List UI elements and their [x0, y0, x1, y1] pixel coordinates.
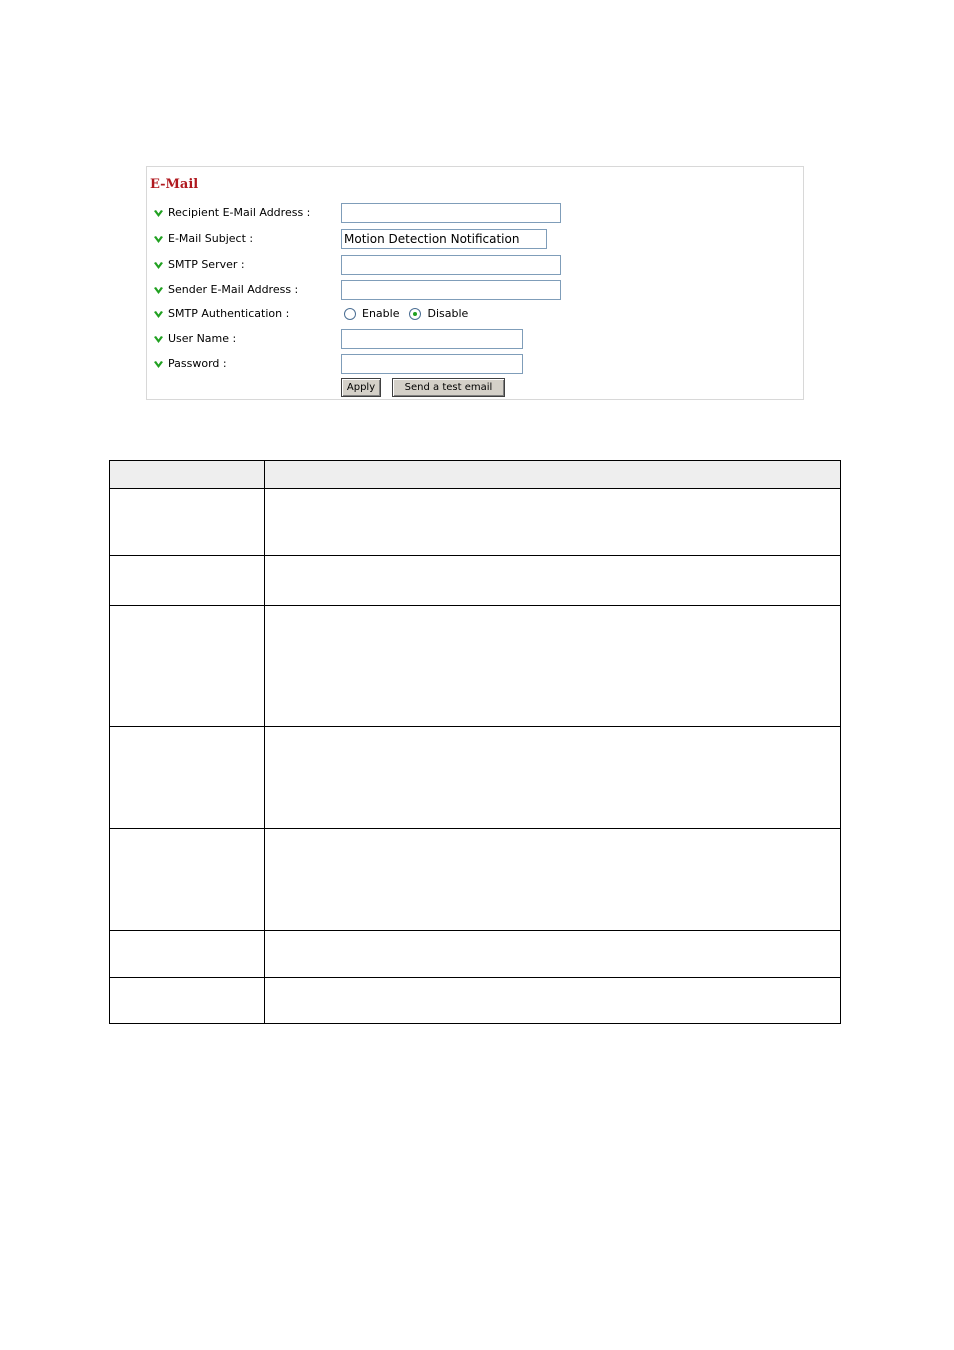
subject-label: E-Mail Subject :	[168, 232, 254, 245]
recipient-email-input[interactable]	[341, 203, 561, 223]
table-row	[110, 829, 841, 931]
bullet-icon	[154, 311, 163, 319]
table-cell	[265, 978, 841, 1024]
table-cell	[110, 489, 265, 556]
sender-email-input[interactable]	[341, 280, 561, 300]
table-cell	[265, 727, 841, 829]
panel-title: E-Mail	[150, 177, 199, 192]
sender-label: Sender E-Mail Address :	[168, 283, 299, 296]
email-settings-panel	[146, 166, 804, 400]
username-label: User Name :	[168, 332, 237, 345]
table-header-cell	[110, 461, 265, 489]
table-header-row	[110, 461, 841, 489]
smtp-server-label: SMTP Server :	[168, 258, 245, 271]
table-cell	[110, 829, 265, 931]
smtp-server-row	[147, 255, 803, 277]
table-cell	[265, 829, 841, 931]
table-cell	[110, 606, 265, 727]
email-subject-input[interactable]	[341, 229, 547, 249]
bullet-icon	[154, 361, 163, 369]
table-header-cell	[265, 461, 841, 489]
disable-label: Disable	[427, 307, 469, 320]
table-row	[110, 727, 841, 829]
bullet-icon	[154, 336, 163, 344]
button-row	[147, 378, 803, 400]
table-cell	[110, 978, 265, 1024]
enable-label: Enable	[362, 307, 400, 320]
smtp-server-input[interactable]	[341, 255, 561, 275]
table-cell	[265, 606, 841, 727]
table-row	[110, 606, 841, 727]
bullet-icon	[154, 210, 163, 218]
apply-button[interactable]: Apply	[341, 378, 381, 397]
send-test-email-button[interactable]: Send a test email	[392, 378, 505, 397]
smtp-auth-disable-radio[interactable]	[409, 308, 421, 320]
bullet-icon	[154, 287, 163, 295]
table-row	[110, 489, 841, 556]
recipient-row	[147, 203, 803, 225]
smtp-auth-row	[147, 306, 803, 328]
password-input[interactable]	[341, 354, 523, 374]
bullet-icon	[154, 236, 163, 244]
table-cell	[265, 489, 841, 556]
username-input[interactable]	[341, 329, 523, 349]
subject-row	[147, 229, 803, 251]
sender-row	[147, 280, 803, 302]
table-row	[110, 556, 841, 606]
description-table	[109, 460, 841, 1024]
table-cell	[265, 931, 841, 978]
table-cell	[110, 556, 265, 606]
password-row	[147, 354, 803, 376]
recipient-label: Recipient E-Mail Address :	[168, 206, 311, 219]
table-row	[110, 931, 841, 978]
table-cell	[265, 556, 841, 606]
table-cell	[110, 931, 265, 978]
bullet-icon	[154, 262, 163, 270]
table-row	[110, 978, 841, 1024]
smtp-auth-enable-radio[interactable]	[344, 308, 356, 320]
username-row	[147, 329, 803, 351]
table-cell	[110, 727, 265, 829]
smtp-auth-radio-group	[344, 307, 478, 320]
password-label: Password :	[168, 357, 227, 370]
smtp-auth-label: SMTP Authentication :	[168, 307, 290, 320]
